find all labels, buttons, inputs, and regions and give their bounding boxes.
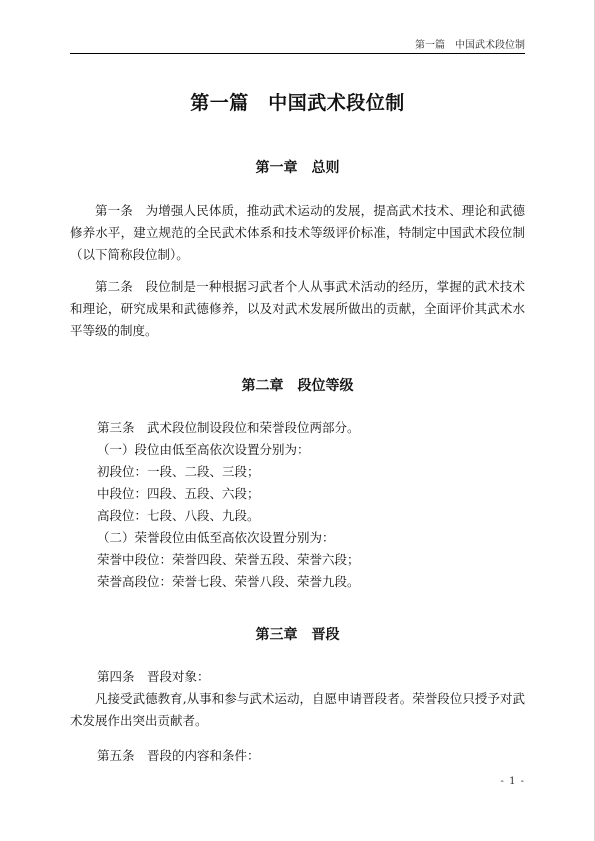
article-3-line: 荣誉中段位：荣誉四段、荣誉五段、荣誉六段； — [97, 552, 360, 567]
article-3-line: 高段位：七段、八段、九段。 — [97, 508, 260, 523]
chapter-title-3: 第三章 晋段 — [255, 627, 340, 643]
article-3-line: 初段位：一段、二段、三段； — [97, 464, 260, 479]
article-4-body: 凡接受武德教育,从事和参与武术运动，自愿申请晋段者。荣誉段位只授予对武术发展作出突出贡献者。 — [70, 691, 525, 728]
chapter-title-2: 第二章 段位等级 — [241, 378, 354, 394]
article-2: 第二条 段位制是一种根据习武者个人从事武术活动的经历，掌握的武术技术和理论，研究成果和武德修养，以及对武术发展所做出的贡献，全面评价其武术水平等级的制度。 — [70, 279, 525, 338]
page-number: - 1 - — [500, 776, 525, 787]
article-3-line: 中段位：四段、五段、六段； — [97, 486, 260, 501]
article-4-heading: 第四条 晋段对象： — [97, 669, 210, 684]
running-header: 第一篇 中国武术段位制 — [415, 40, 525, 51]
header-rule — [70, 53, 525, 54]
chapter-title-1: 第一章 总则 — [255, 160, 340, 176]
part-title: 第一篇 中国武术段位制 — [190, 92, 405, 114]
article-3-line: （二）荣誉段位由低至高依次设置分别为： — [97, 530, 335, 545]
article-1: 第一条 为增强人民体质，推动武术运动的发展，提高武术技术、理论和武德修养水平，建立规范的全民武术体系和技术等级评价标准，特制定中国武术段位制（以下简称段位制）。 — [70, 203, 525, 262]
article-3-line: 第三条 武术段位制设段位和荣誉段位两部分。 — [97, 420, 360, 435]
article-3-line: 荣誉高段位：荣誉七段、荣誉八段、荣誉九段。 — [97, 574, 360, 589]
article-3-line: （一）段位由低至高依次设置分别为： — [97, 442, 310, 457]
article-5-heading: 第五条 晋段的内容和条件： — [97, 748, 260, 763]
